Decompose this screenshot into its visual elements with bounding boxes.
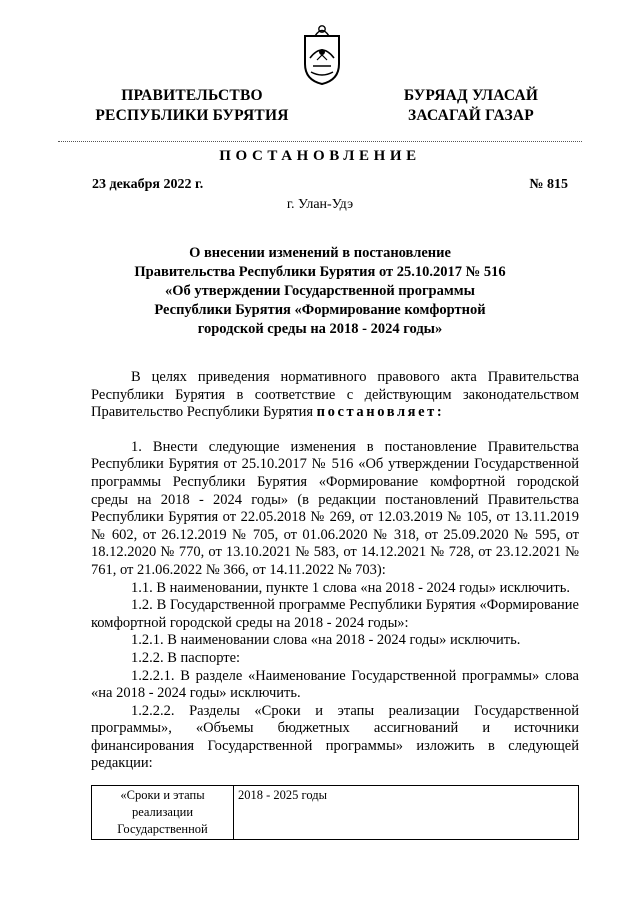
preamble-text: В целях приведения нормативного правового акта Правительства Республики Бурятия в соответствие с действующим законодательством Правительство Республики Бурятия xyxy=(91,369,579,421)
header-left-line1: ПРАВИТЕЛЬСТВО xyxy=(121,87,263,104)
header-right-line2: ЗАСАГАЙ ГАЗАР xyxy=(408,107,534,124)
title-line: городской среды на 2018 - 2024 годы» xyxy=(197,321,443,337)
table-row xyxy=(92,786,579,840)
title-line: «Об утверждении Государственной программы xyxy=(165,283,475,299)
government-name-buryat xyxy=(396,86,546,126)
title-line: О внесении изменений в постановление xyxy=(189,245,451,261)
document-city: г. Улан-Удэ xyxy=(286,197,354,212)
clause-1-2-1: 1.2.1. В наименовании слова «на 2018 - 2024 годы» исключить. xyxy=(131,632,521,649)
table-label-line: «Сроки и этапы xyxy=(120,788,205,802)
title-line: Республики Бурятия «Формирование комфортной xyxy=(154,302,486,318)
table-value-cell: 2018 - 2025 годы xyxy=(234,786,579,840)
coat-of-arms-emblem-icon xyxy=(301,22,343,86)
document-number: № 815 xyxy=(529,177,568,192)
government-name-russian xyxy=(92,86,292,126)
clause-1-2-2-2: 1.2.2.2. Разделы «Сроки и этапы реализации Государственной программы», «Объемы бюджетных ассигнований и источники финансирования Государственной программы» изложить в следующей редакции: xyxy=(91,702,579,772)
table-label-line: Государственной xyxy=(117,822,208,836)
document-type: ПОСТАНОВЛЕНИЕ xyxy=(219,148,421,164)
passport-table xyxy=(91,785,579,840)
header-left-line2: РЕСПУБЛИКИ БУРЯТИЯ xyxy=(95,107,289,124)
clause-1-2: 1.2. В Государственной программе Республики Бурятия «Формирование комфортной городской среды на 2018 - 2024 годы»: xyxy=(91,597,579,631)
preamble-paragraph xyxy=(91,369,579,422)
clause-1-2-2: 1.2.2. В паспорте: xyxy=(131,649,241,666)
document-title xyxy=(110,244,530,339)
clause-1-1: 1.1. В наименовании, пункте 1 слова «на 2018 - 2024 годы» исключить. xyxy=(131,579,570,596)
document-body xyxy=(91,369,579,773)
table-label-line: реализации xyxy=(131,805,194,819)
clause-1: 1. Внести следующие изменения в постановление Правительства Республики Бурятия от 25.10.2017 № 516 «Об утверждении Государственной программы Республики Бурятия «Формирование комфортной городской среды на 2018 - 2024 годы» (в редакции постановлений Правительства Республики Бурятия от 22.05.2018 № 269, от 12.03.2019 № 105, от 13.11.2019 № 602, от 26.12.2019 № 705, от 01.06.2020 № 318, от 25.09.2020 № 595, от 18.12.2020 № 770, от 13.10.2021 № 583, от 14.12.2021 № 728, от 23.12.2021 № 761, от 21.06.2022 № 366, от 14.11.2022 № 703): xyxy=(91,438,579,578)
table-label-cell xyxy=(92,786,234,840)
document-date: 23 декабря 2022 г. xyxy=(92,177,204,192)
title-line: Правительства Республики Бурятия от 25.10.2017 № 516 xyxy=(134,264,506,280)
header-divider xyxy=(58,141,582,142)
header-right-line1: БУРЯАД УЛАСАЙ xyxy=(403,87,539,104)
resolution-keyword: постановляет: xyxy=(316,404,445,421)
clause-1-2-2-1: 1.2.2.1. В разделе «Наименование Государственной программы» слова «на 2018 - 2024 годы» исключить. xyxy=(91,667,579,702)
